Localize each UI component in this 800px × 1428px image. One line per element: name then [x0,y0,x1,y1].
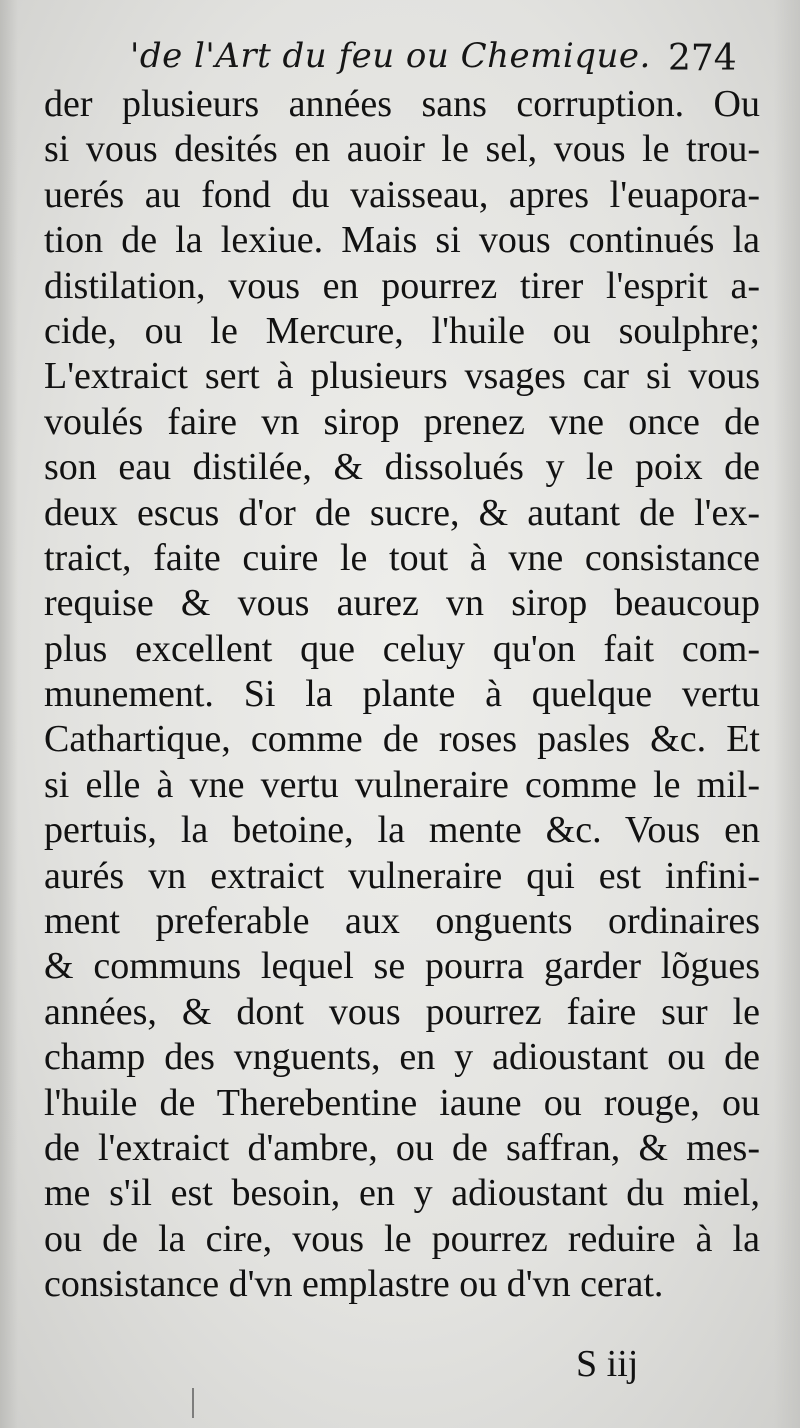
page-edge-shadow-right [774,0,800,1428]
page-header [0,30,800,90]
text-line: L'extraict sert à plusieurs vsages car si vous [44,355,760,398]
text-line: aurés vn extraict vulneraire qui est infini- [44,854,760,897]
text-line: années, & dont vous pourrez faire sur le [44,990,760,1033]
text-line: distilation, vous en pourrez tirer l'esprit a- [44,264,760,307]
text-line: pertuis, la betoine, la mente &c. Vous en [44,809,760,852]
page-edge-shadow-left [0,0,18,1428]
ink-mark [192,1388,194,1418]
text-line: l'huile de Therebentine iaune ou rouge, ou [44,1081,760,1124]
text-line: ment preferable aux onguents ordinaires [44,900,760,943]
text-line: traict, faite cuire le tout à vne consistance [44,536,760,579]
text-line: me s'il est besoin, en y adioustant du miel, [44,1172,760,1215]
text-line: si vous desités en auoir le sel, vous le trou- [44,128,760,171]
running-head: 'de l'Art du feu ou Chemique. [130,36,651,76]
text-line: si elle à vne vertu vulneraire comme le mil- [44,763,760,806]
text-line: de l'extraict d'ambre, ou de saffran, & mes- [44,1126,760,1169]
text-line: der plusieurs années sans corruption. Ou [44,83,760,125]
text-line: requise & vous aurez vn sirop beaucoup [44,582,760,625]
text-line: plus excellent que celuy qu'on fait com- [44,627,760,670]
text-line: & communs lequel se pourra garder lõgues [44,945,760,988]
text-line: deux escus d'or de sucre, & autant de l'ex- [44,491,760,534]
text-line: Cathartique, comme de roses pasles &c. Et [44,718,760,761]
text-line: uerés au fond du vaisseau, apres l'euapora- [44,173,760,216]
page-number: 274 [668,38,737,79]
text-line: consistance d'vn emplastre ou d'vn cerat. [44,1263,664,1306]
body-text [44,82,764,1308]
text-line: ou de la cire, vous le pourrez reduire à la [44,1217,760,1260]
text-line: tion de la lexiue. Mais si vous continués la [44,219,760,262]
text-line: son eau distilée, & dissolués y le poix de [44,446,760,489]
text-line: munement. Si la plante à quelque vertu [44,673,760,716]
text-line: champ des vnguents, en y adioustant ou de [44,1036,760,1079]
text-line: voulés faire vn sirop prenez vne once de [44,400,760,443]
signature-mark: S iij [576,1343,639,1385]
text-line: cide, ou le Mercure, l'huile ou soulphre; [44,309,760,352]
